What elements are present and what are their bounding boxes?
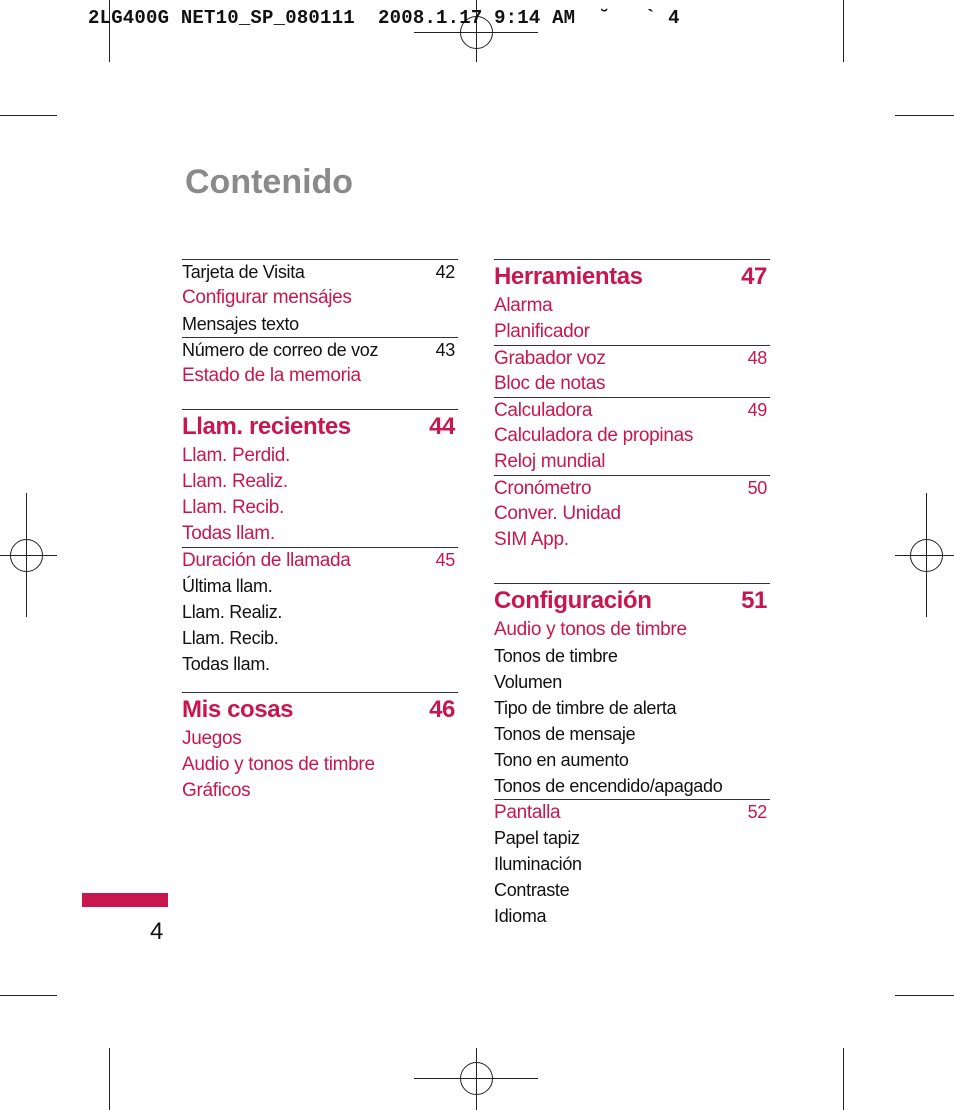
- toc-left-column: [182, 259, 458, 804]
- toc-entry[interactable]: [494, 617, 770, 643]
- toc-entry[interactable]: [182, 311, 458, 337]
- toc-section-header[interactable]: [182, 409, 458, 443]
- toc-entry-label: SIM App.: [494, 529, 569, 550]
- toc-entry-label: Llam. Recib.: [182, 497, 284, 518]
- toc-entry[interactable]: [182, 625, 458, 651]
- page-title: Contenido: [185, 163, 354, 201]
- toc-entry-page: 50: [747, 478, 767, 498]
- toc-entry[interactable]: [494, 877, 770, 903]
- toc-entry[interactable]: [182, 651, 458, 677]
- toc-entry[interactable]: [494, 475, 770, 501]
- toc-entry[interactable]: [494, 747, 770, 773]
- toc-entry-label: Grabador voz: [494, 347, 606, 369]
- toc-entry-label: Llam. Realiz.: [182, 601, 283, 622]
- toc-entry-label: Tonos de timbre: [494, 645, 618, 666]
- toc-entry-label: Iluminación: [494, 853, 582, 874]
- toc-entry-label: Audio y tonos de timbre: [182, 754, 375, 775]
- toc-entry[interactable]: [494, 371, 770, 397]
- section-page: 51: [741, 586, 767, 614]
- toc-entry-label: Reloj mundial: [494, 451, 606, 472]
- toc-entry-label: Todas llam.: [182, 523, 275, 544]
- toc-entry[interactable]: [182, 337, 458, 363]
- toc-entry-label: Juegos: [182, 728, 242, 749]
- toc-entry-label: Conver. Unidad: [494, 503, 621, 524]
- toc-entry-label: Estado de la memoria: [182, 365, 361, 386]
- toc-entry[interactable]: [182, 778, 458, 804]
- toc-entry-label: Configurar mensájes: [182, 287, 352, 308]
- toc-entry[interactable]: [182, 726, 458, 752]
- page-number: 4: [150, 918, 164, 945]
- toc-list: [494, 293, 770, 553]
- toc-list: [182, 443, 458, 677]
- toc-list: [494, 617, 770, 929]
- toc-entry[interactable]: [182, 547, 458, 573]
- toc-entry-label: Mensajes texto: [182, 313, 299, 334]
- toc-entry-label: Papel tapiz: [494, 827, 580, 848]
- toc-entry-label: Número de correo de voz: [182, 340, 379, 360]
- section-page: 46: [429, 695, 455, 723]
- toc-entry-label: Tipo de timbre de alerta: [494, 697, 677, 718]
- toc-entry[interactable]: [494, 397, 770, 423]
- section-page: 47: [741, 262, 767, 290]
- toc-entry[interactable]: [182, 469, 458, 495]
- toc-entry[interactable]: [182, 752, 458, 778]
- toc-entry-label: Última llam.: [182, 575, 273, 596]
- toc-entry-label: Tarjeta de Visita: [182, 262, 305, 282]
- toc-entry[interactable]: [494, 773, 770, 799]
- toc-entry-label: Gráficos: [182, 780, 251, 801]
- toc-entry-label: Cronómetro: [494, 477, 592, 499]
- section-title: Configuración: [494, 586, 652, 614]
- toc-entry[interactable]: [182, 495, 458, 521]
- toc-entry-label: Tonos de mensaje: [494, 723, 636, 744]
- section-page: 44: [429, 412, 455, 440]
- toc-entry-label: Duración de llamada: [182, 549, 351, 571]
- toc-section-header[interactable]: [494, 259, 770, 293]
- toc-entry[interactable]: [182, 573, 458, 599]
- toc-entry-label: Planificador: [494, 321, 590, 342]
- toc-entry-label: Alarma: [494, 295, 553, 316]
- toc-entry-page: 49: [747, 400, 767, 420]
- toc-list: [182, 726, 458, 804]
- toc-entry-page: 43: [435, 340, 455, 360]
- toc-entry[interactable]: [182, 259, 458, 285]
- toc-entry-label: Tono en aumento: [494, 749, 629, 770]
- toc-entry[interactable]: [182, 363, 458, 389]
- toc-entry[interactable]: [494, 345, 770, 371]
- toc-entry[interactable]: [494, 449, 770, 475]
- toc-right-column: [494, 259, 770, 929]
- section-title: Mis cosas: [182, 695, 294, 723]
- toc-entry[interactable]: [494, 527, 770, 553]
- toc-entry-label: Contraste: [494, 879, 570, 900]
- toc-entry[interactable]: [494, 669, 770, 695]
- toc-entry-label: Tonos de encendido/apagado: [494, 775, 723, 796]
- toc-entry[interactable]: [494, 319, 770, 345]
- toc-entry-label: Idioma: [494, 905, 547, 926]
- toc-entry[interactable]: [182, 599, 458, 625]
- toc-entry[interactable]: [182, 443, 458, 469]
- toc-section-header[interactable]: [182, 692, 458, 726]
- toc-entry-label: Audio y tonos de timbre: [494, 619, 687, 640]
- toc-section-header[interactable]: [494, 583, 770, 617]
- section-title: Herramientas: [494, 262, 643, 290]
- toc-entry-label: Pantalla: [494, 801, 561, 823]
- section-title: Llam. recientes: [182, 412, 351, 440]
- toc-entry[interactable]: [494, 851, 770, 877]
- toc-entry[interactable]: [494, 501, 770, 527]
- toc-entry-page: 45: [435, 550, 455, 570]
- toc-entry-label: Llam. Recib.: [182, 627, 279, 648]
- toc-entry[interactable]: [494, 721, 770, 747]
- toc-entry-label: Todas llam.: [182, 653, 270, 674]
- toc-entry[interactable]: [494, 799, 770, 825]
- toc-entry-label: Calculadora: [494, 399, 593, 421]
- toc-entry[interactable]: [494, 423, 770, 449]
- toc-entry-page: 42: [435, 262, 455, 282]
- toc-entry-page: 52: [747, 802, 767, 822]
- toc-entry[interactable]: [494, 825, 770, 851]
- toc-entry[interactable]: [494, 643, 770, 669]
- toc-entry[interactable]: [182, 521, 458, 547]
- toc-entry-label: Volumen: [494, 671, 562, 692]
- toc-list: [182, 259, 458, 389]
- toc-entry-page: 48: [747, 348, 767, 368]
- toc-entry[interactable]: [494, 903, 770, 929]
- page-tab-bar: [82, 893, 168, 907]
- toc-entry[interactable]: [494, 695, 770, 721]
- toc-entry-label: Llam. Perdid.: [182, 445, 291, 466]
- toc-entry-label: Bloc de notas: [494, 373, 606, 394]
- toc-entry-label: Llam. Realiz.: [182, 471, 288, 492]
- toc-entry[interactable]: [182, 285, 458, 311]
- print-header: 2LG400G NET10_SP_080111 2008.1.17 9:14 AM ˘ ` 4: [88, 7, 680, 29]
- toc-entry-label: Calculadora de propinas: [494, 425, 694, 446]
- toc-entry[interactable]: [494, 293, 770, 319]
